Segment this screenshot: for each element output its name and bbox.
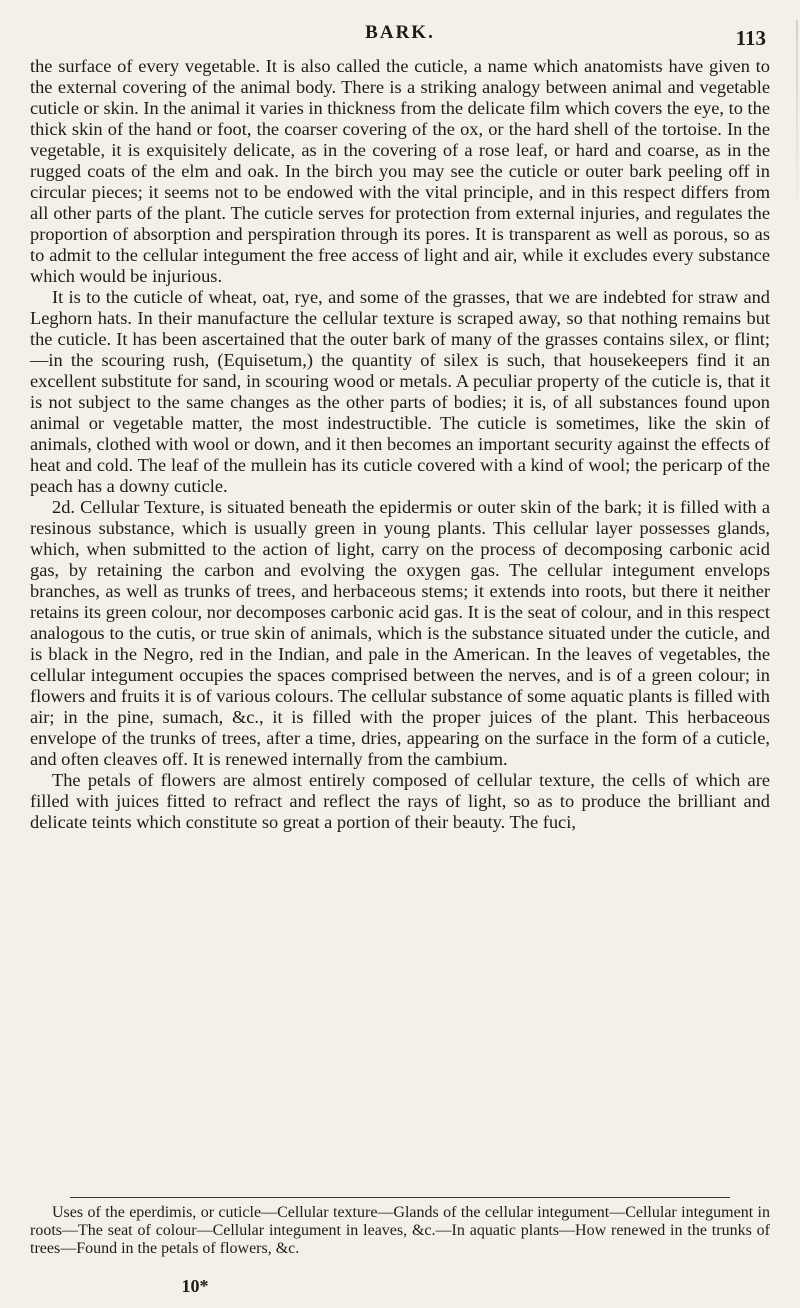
running-title: BARK. xyxy=(365,22,435,43)
paragraph-cellular-texture: 2d. Cellular Texture, is situated beneath the epidermis or outer skin of the bark; it is filled with a resinous substance, which is usually green in young plants. This cellular layer possesses glands, which, when submitted to the action of light, carry on the process of decomposing carbonic acid gas, by retaining the carbon and evolving the oxygen gas. The cellular integument envelops branches, as well as trunks of trees, and herbaceous stems; it extends into roots, but there it neither retains its green colour, nor decomposes carbonic acid gas. It is the seat of colour, and in this respect analogous to the cutis, or true skin of animals, which is the substance situated under the cuticle, and is black in the Negro, red in the Indian, and pale in the American. In the leaves of vegetables, the cellular integument occupies the spaces comprised between the nerves, and is of a green colour; in flowers and fruits it is of various colours. The cellular substance of some aquatic plants is filled with air; in the pine, sumach, &c., it is filled with the proper juices of the plant. This herbaceous envelope of the trunks of trees, after a time, dries, appearing on the surface in the form of a cuticle, and often cleaves off. It is renewed internally from the cambium. xyxy=(30,497,770,769)
footnote-rule xyxy=(70,1197,730,1198)
book-page xyxy=(30,0,770,1308)
footnote: Uses of the eperdimis, or cuticle—Cellular texture—Glands of the cellular integument—Cellular integument in roots—The seat of colour—Cellular integument in leaves, &c.—In aquatic plants—How renewed in the trunks of trees—Found in the petals of flowers, &c. xyxy=(30,1204,770,1257)
body-text xyxy=(30,56,770,833)
running-head xyxy=(30,22,770,52)
paragraph-petals: The petals of flowers are almost entirely composed of cellular texture, the cells of which are filled with juices fitted to refract and reflect the rays of light, so as to produce the brilliant and delicate teints which constitute so great a portion of their beauty. The fuci, xyxy=(30,770,770,832)
page-edge-shadow xyxy=(796,20,798,200)
paragraph-cuticle: the surface of every vegetable. It is also called the cuticle, a name which anatomists have given to the external covering of the animal body. There is a striking analogy between animal and vegetable cuticle or skin. In the animal it varies in thickness from the delicate film which covers the eye, to the thick skin of the hand or foot, the coarser covering of the ox, or the hard shell of the tortoise. In the vegetable, it is exquisitely delicate, as in the covering of a rose leaf, or hard and coarse, as in the rugged coats of the elm and oak. In the birch you may see the cuticle or outer bark peeling off in circular pieces; it seems not to be endowed with the vital principle, and in this respect differs from all other parts of the plant. The cuticle serves for protection from external injuries, and regulates the proportion of absorption and perspiration through its pores. It is transparent as well as porous, so as to admit to the cellular integument the free access of light and air, while it excludes every substance which would be injurious. xyxy=(30,56,770,286)
paragraph-straw: It is to the cuticle of wheat, oat, rye, and some of the grasses, that we are indebted for straw and Leghorn hats. In their manufacture the cellular texture is scraped away, so that nothing remains but the cuticle. It has been ascertained that the outer bark of many of the grasses contains silex, or flint;—in the scouring rush, (Equisetum,) the quantity of silex is such, that housekeepers find it an excellent substitute for sand, in scouring wood or metals. A peculiar property of the cuticle is, that it is not subject to the same changes as the other parts of bodies; it is, of all substances found upon animal or vegetable matter, the most indestructible. The cuticle is sometimes, like the skin of animals, clothed with wool or down, and it then becomes an important security against the effects of heat and cold. The leaf of the mullein has its cuticle covered with a kind of wool; the pericarp of the peach has a downy cuticle. xyxy=(30,287,770,496)
page-number: 113 xyxy=(735,26,766,50)
signature-mark: 10* xyxy=(181,1276,209,1296)
